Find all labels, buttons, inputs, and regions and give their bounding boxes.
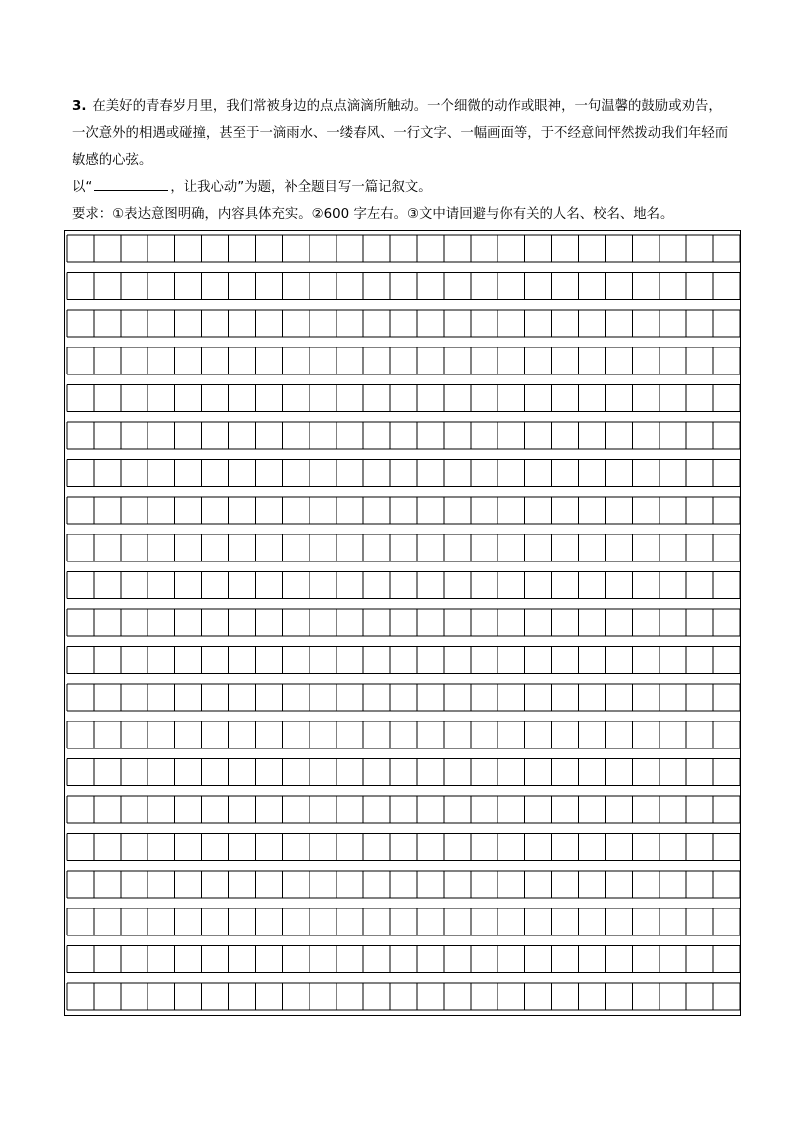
grid-row[interactable] [67,347,740,374]
title-suffix: ，让我心动”为题，补全题目写一篇记叙文。 [170,180,432,195]
grid-row[interactable] [67,983,740,1010]
grid-row[interactable] [67,759,740,786]
title-prefix: 以“ [72,180,93,195]
grid-row[interactable] [67,721,740,748]
grid-row[interactable] [67,871,740,898]
question-number: 3. [72,99,87,114]
grid-row[interactable] [67,946,740,973]
grid-row[interactable] [67,833,740,860]
grid-row[interactable] [67,385,740,412]
requirements-text: 要求：①表达意图明确，内容具体充实。②600 字左右。③文中请回避与你有关的人名、校名、地名。 [72,207,674,222]
question-block [72,93,732,228]
title-blank[interactable] [94,176,168,191]
question-prompt-text: 在美好的青春岁月里，我们常被身边的点点滴滴所触动。一个细微的动作或眼神，一句温馨的鼓励或劝告，一次意外的相遇或碰撞，甚至于一滴雨水、一缕春风、一行文字、一幅画面等，于不经意间怦然拨动我们年轻而敏感的心弦。 [72,99,729,168]
grid-row[interactable] [67,422,740,449]
grid-row[interactable] [67,459,740,486]
grid-row[interactable] [67,646,740,673]
grid-row[interactable] [67,609,740,636]
grid-row[interactable] [67,796,740,823]
grid-row[interactable] [67,534,740,561]
essay-writing-grid[interactable] [64,230,741,1016]
writing-grid-lines [65,231,742,1017]
essay-title-instruction [72,174,732,201]
grid-row[interactable] [67,272,740,299]
grid-row[interactable] [67,310,740,337]
question-prompt [72,93,732,174]
grid-row[interactable] [67,908,740,935]
grid-row[interactable] [67,684,740,711]
grid-row[interactable] [67,235,740,262]
grid-row[interactable] [67,497,740,524]
grid-row[interactable] [67,572,740,599]
